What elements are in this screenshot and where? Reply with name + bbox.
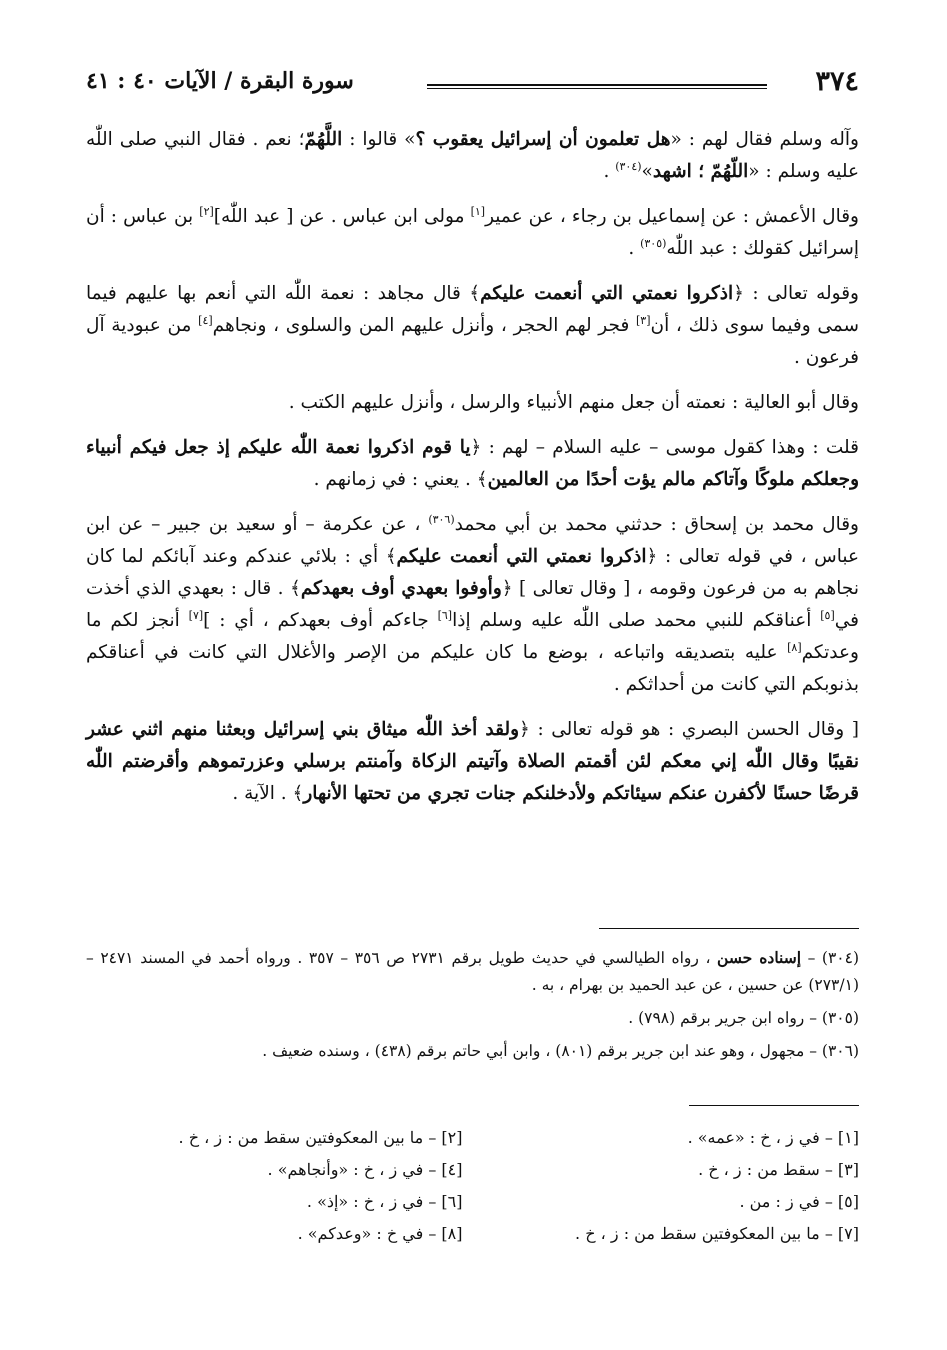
variant-note: [٧] – ما بين المعكوفتين سقط من : ز ، خ .: [575, 1224, 859, 1243]
footnotes: [86, 944, 859, 1071]
variant-ref: [٧]: [188, 608, 204, 622]
footnote-306: (٣٠٦) – مجهول ، وهو عند ابن جرير برقم (٨٠١) ، وابن أبي حاتم برقم (٤٣٨) ، وسنده ضعيف .: [262, 1042, 859, 1060]
quote-bold: اللّهُمّ ؛ اشهد: [652, 161, 749, 182]
variant-note: [٢] – ما بين المعكوفتين سقط من : ز ، خ .: [178, 1128, 463, 1147]
paragraph-3: وقوله تعالى : ﴿اذكروا نعمتي التي أنعمت عليكم﴾ قال مجاهد : نعمة اللّٰه التي أنعم بها عليهم فيما سمى وفيما سوى ذلك ، أن[٣] فجر لهم الحجر ، وأنزل عليهم المن والسلوى ، ونجاهم[٤] من عبودية آل فرعون .: [86, 283, 859, 368]
variant-ref: [٣]: [636, 313, 651, 327]
running-title: سورة البقرة / الآيات ٤٠ : ٤١: [86, 68, 354, 94]
page-number: ٣٧٤: [815, 66, 859, 97]
page-header: [86, 66, 859, 106]
variant-ref: [٢]: [199, 204, 214, 218]
paragraph-6: وقال محمد بن إسحاق : حدثني محمد بن أبي محمد$^{(٣٠٦)}$ ، عن عكرمة – أو سعيد بن جبير – عن ابن عباس ، في قوله تعالى : ﴿اذكروا نعمتي التي أنعمت عليكم﴾ أي : بلائي عندكم وعند آبائكم لما كان نجاهم به من فرعون وقومه ، [ وقال تعالى ] ﴿وأوفوا بعهدي أوف بعهدكم﴾ . قال : بعهدي الذي أخذت في[٥] أعناقكم للنبي محمد صلى اللّٰه عليه وسلم إذا[٦] جاءكم أوف بعهدكم ، أي : ][٧] أنجز لكم ما وعدتكم[٨] عليه بتصديقه واتباعه ، بوضع ما كان عليكم من الإصر والأغلال التي كانت في أعناقكم بذنوبكم التي كانت من أحداثكم .: [86, 512, 860, 695]
header-rule: [427, 84, 767, 89]
variant-note: [٤] – في ز ، خ : «وأنجاهم» .: [267, 1160, 463, 1179]
footnote-ref: (٣٠٥): [640, 236, 667, 250]
verse-bold: وأوفوا بعهدي أوف بعهدكم: [300, 578, 502, 599]
verse-bold: ولقد أخذ اللّٰه ميثاق بني إسرائيل وبعثنا منهم اثني عشر نقيبًا وقال اللّٰه إني معكم لئن أقمتم الصلاة وآتيتم الزكاة وآمنتم برسلي وعزرتموهم وأقرضتم اللّٰه قرضًا حسنًا لأكفرن عنكم سيئاتكم ولأدخلنكم جنات تجري من تحتها الأنهار: [86, 719, 859, 804]
footnote-ref: (٣٠٦): [428, 512, 455, 526]
variant-notes: [86, 1122, 859, 1250]
quote-bold: اللَّهُمّ: [304, 129, 343, 150]
paragraph-5: قلت : وهذا كقول موسى – عليه السلام – لهم : ﴿يا قوم اذكروا نعمة اللّٰه عليكم إذ جعل فيكم أنبياء وجعلكم ملوكًا وآتاكم مالم يؤت أحدًا من العالمين﴾ . يعني : في زمانهم .: [86, 437, 859, 490]
footnote-304: (٣٠٤) – إسناده حسن ، رواه الطيالسي في حديث طويل برقم ٢٧٣١ ص ٣٥٦ – ٣٥٧ . ورواه أحمد في المسند ٢٤٧١ – (٢٧٣/١) عن حسين ، عن عبد الحميد بن بهرام ، به .: [86, 948, 859, 994]
verse-bold: يا قوم اذكروا نعمة اللّٰه عليكم إذ جعل فيكم أنبياء وجعلكم ملوكًا وآتاكم مالم يؤت أحدًا من العالمين: [86, 437, 859, 490]
variant-note: [١] – في ز ، خ : «عمه» .: [687, 1128, 859, 1147]
paragraph-7: [ وقال الحسن البصري : هو قوله تعالى : ﴿ولقد أخذ اللّٰه ميثاق بني إسرائيل وبعثنا منهم اثني عشر نقيبًا وقال اللّٰه إني معكم لئن أقمتم الصلاة وآتيتم الزكاة وآمنتم برسلي وعزرتموهم وأقرضتم اللّٰه قرضًا حسنًا لأكفرن عنكم سيئاتكم ولأدخلنكم جنات تجري من تحتها الأنهار﴾ . الآية .: [86, 719, 859, 804]
footnote-305: (٣٠٥) – رواه ابن جرير برقم (٧٩٨) .: [628, 1009, 859, 1027]
verse-bold: اذكروا نعمتي التي أنعمت عليكم: [480, 283, 734, 304]
paragraph-2: وقال الأعمش : عن إسماعيل بن رجاء ، عن عمير[١] مولى ابن عباس . عن [ عبد اللّٰه][٢] بن عباس : أن إسرائيل كقولك : عبد اللّٰه$^{(٣٠٥)}$ .: [86, 204, 859, 259]
variant-ref: [٦]: [437, 608, 453, 622]
paragraph-4: وقال أبو العالية : نعمته أن جعل منهم الأنبياء والرسل ، وأنزل عليهم الكتب .: [288, 392, 859, 413]
variant-ref: [٥]: [820, 608, 835, 622]
verse-bold: اذكروا نعمتي التي أنعمت عليكم: [396, 546, 647, 567]
variant-ref: [١]: [470, 204, 486, 218]
footnote-ref: (٣٠٤): [615, 159, 642, 173]
variant-ref: [٨]: [787, 640, 802, 654]
variant-note: [٥] – في ز : من .: [739, 1192, 859, 1211]
quote-bold: هل تعلمون أن إسرائيل يعقوب ؟: [415, 129, 671, 150]
variant-note: [٦] – في ز ، خ : «إذ» .: [306, 1192, 463, 1211]
variant-note: [٨] – في خ : «وعدكم» .: [297, 1224, 463, 1243]
paragraph-1: وآله وسلم فقال لهم : «هل تعلمون أن إسرائيل يعقوب ؟» قالوا : اللَّهُمّ؛ نعم . فقال النبي صلى اللّٰه عليه وسلم : «اللّهُمّ ؛ اشهد»$^{(٣٠٤)}$ .: [86, 129, 859, 182]
variants-rule: [689, 1105, 859, 1106]
variant-note: [٣] – سقط من : ز ، خ .: [698, 1160, 859, 1179]
footnote-rule: [599, 928, 859, 929]
variant-ref: [٤]: [198, 313, 213, 327]
main-text: [86, 124, 859, 823]
